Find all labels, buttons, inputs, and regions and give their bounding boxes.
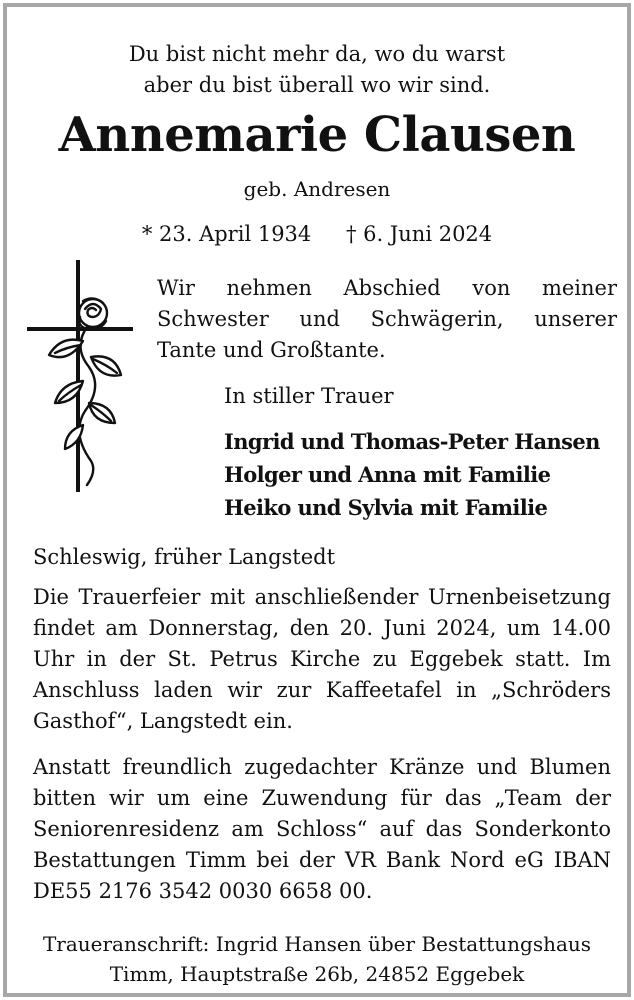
cross-with-rose-icon <box>25 257 137 497</box>
deceased-name: Annemarie Clausen <box>58 107 576 163</box>
donation-line: Seniorenresidenz am Schloss“ auf das Sonderkonto <box>33 817 611 841</box>
ceremony-line: findet am Donnerstag, den 20. Juni 2024, um 14.00 <box>33 616 611 640</box>
donation-text <box>33 752 611 907</box>
ceremony-line: Uhr in der St. Petrus Kirche zu Eggebek statt. Im <box>33 647 611 671</box>
birth-name: geb. Andresen <box>243 177 391 201</box>
farewell-line: Wir nehmen Abschied von meiner <box>157 276 617 300</box>
farewell-line: Tante und Großtante. <box>157 338 386 362</box>
donation-line: Bestattungen Timm bei der VR Bank Nord eG IBAN <box>33 848 611 872</box>
mourning-label: In stiller Trauer <box>224 384 394 408</box>
ceremony-line: Anschluss laden wir zur Kaffeetafel in „Schröders <box>33 678 611 702</box>
family-line: Heiko und Sylvia mit Familie <box>224 495 548 520</box>
donation-line: bitten wir um eine Zuwendung für das „Team der <box>33 786 611 810</box>
ceremony-line: Gasthof“, Langstedt ein. <box>33 709 293 733</box>
address-line: Traueranschrift: Ingrid Hansen über Bestattungshaus <box>42 932 592 956</box>
address-line: Timm, Hauptstraße 26b, 24852 Eggebek <box>109 962 525 986</box>
motto-line: aber du bist überall wo wir sind. <box>143 73 491 97</box>
ceremony-text <box>33 582 611 737</box>
motto-line: Du bist nicht mehr da, wo du warst <box>128 42 506 66</box>
place-text: Schleswig, früher Langstedt <box>33 545 336 569</box>
life-dates <box>7 219 627 249</box>
donation-line: DE55 2176 3542 0030 6658 00. <box>33 879 373 903</box>
family-names <box>224 425 600 524</box>
birth-date: * 23. April 1934 <box>141 222 312 246</box>
death-date: † 6. Juni 2024 <box>345 222 493 246</box>
donation-line: Anstatt freundlich zugedachter Kränze und Blumen <box>33 755 611 779</box>
obituary-notice <box>3 3 631 997</box>
farewell-line: Schwester und Schwägerin, unserer <box>157 307 617 331</box>
family-line: Holger und Anna mit Familie <box>224 462 551 487</box>
mourning-address <box>7 929 627 989</box>
ceremony-line: Die Trauerfeier mit anschließender Urnenbeisetzung <box>33 585 611 609</box>
family-line: Ingrid und Thomas-Peter Hansen <box>224 429 600 454</box>
farewell-text <box>157 273 617 366</box>
motto <box>7 39 627 101</box>
